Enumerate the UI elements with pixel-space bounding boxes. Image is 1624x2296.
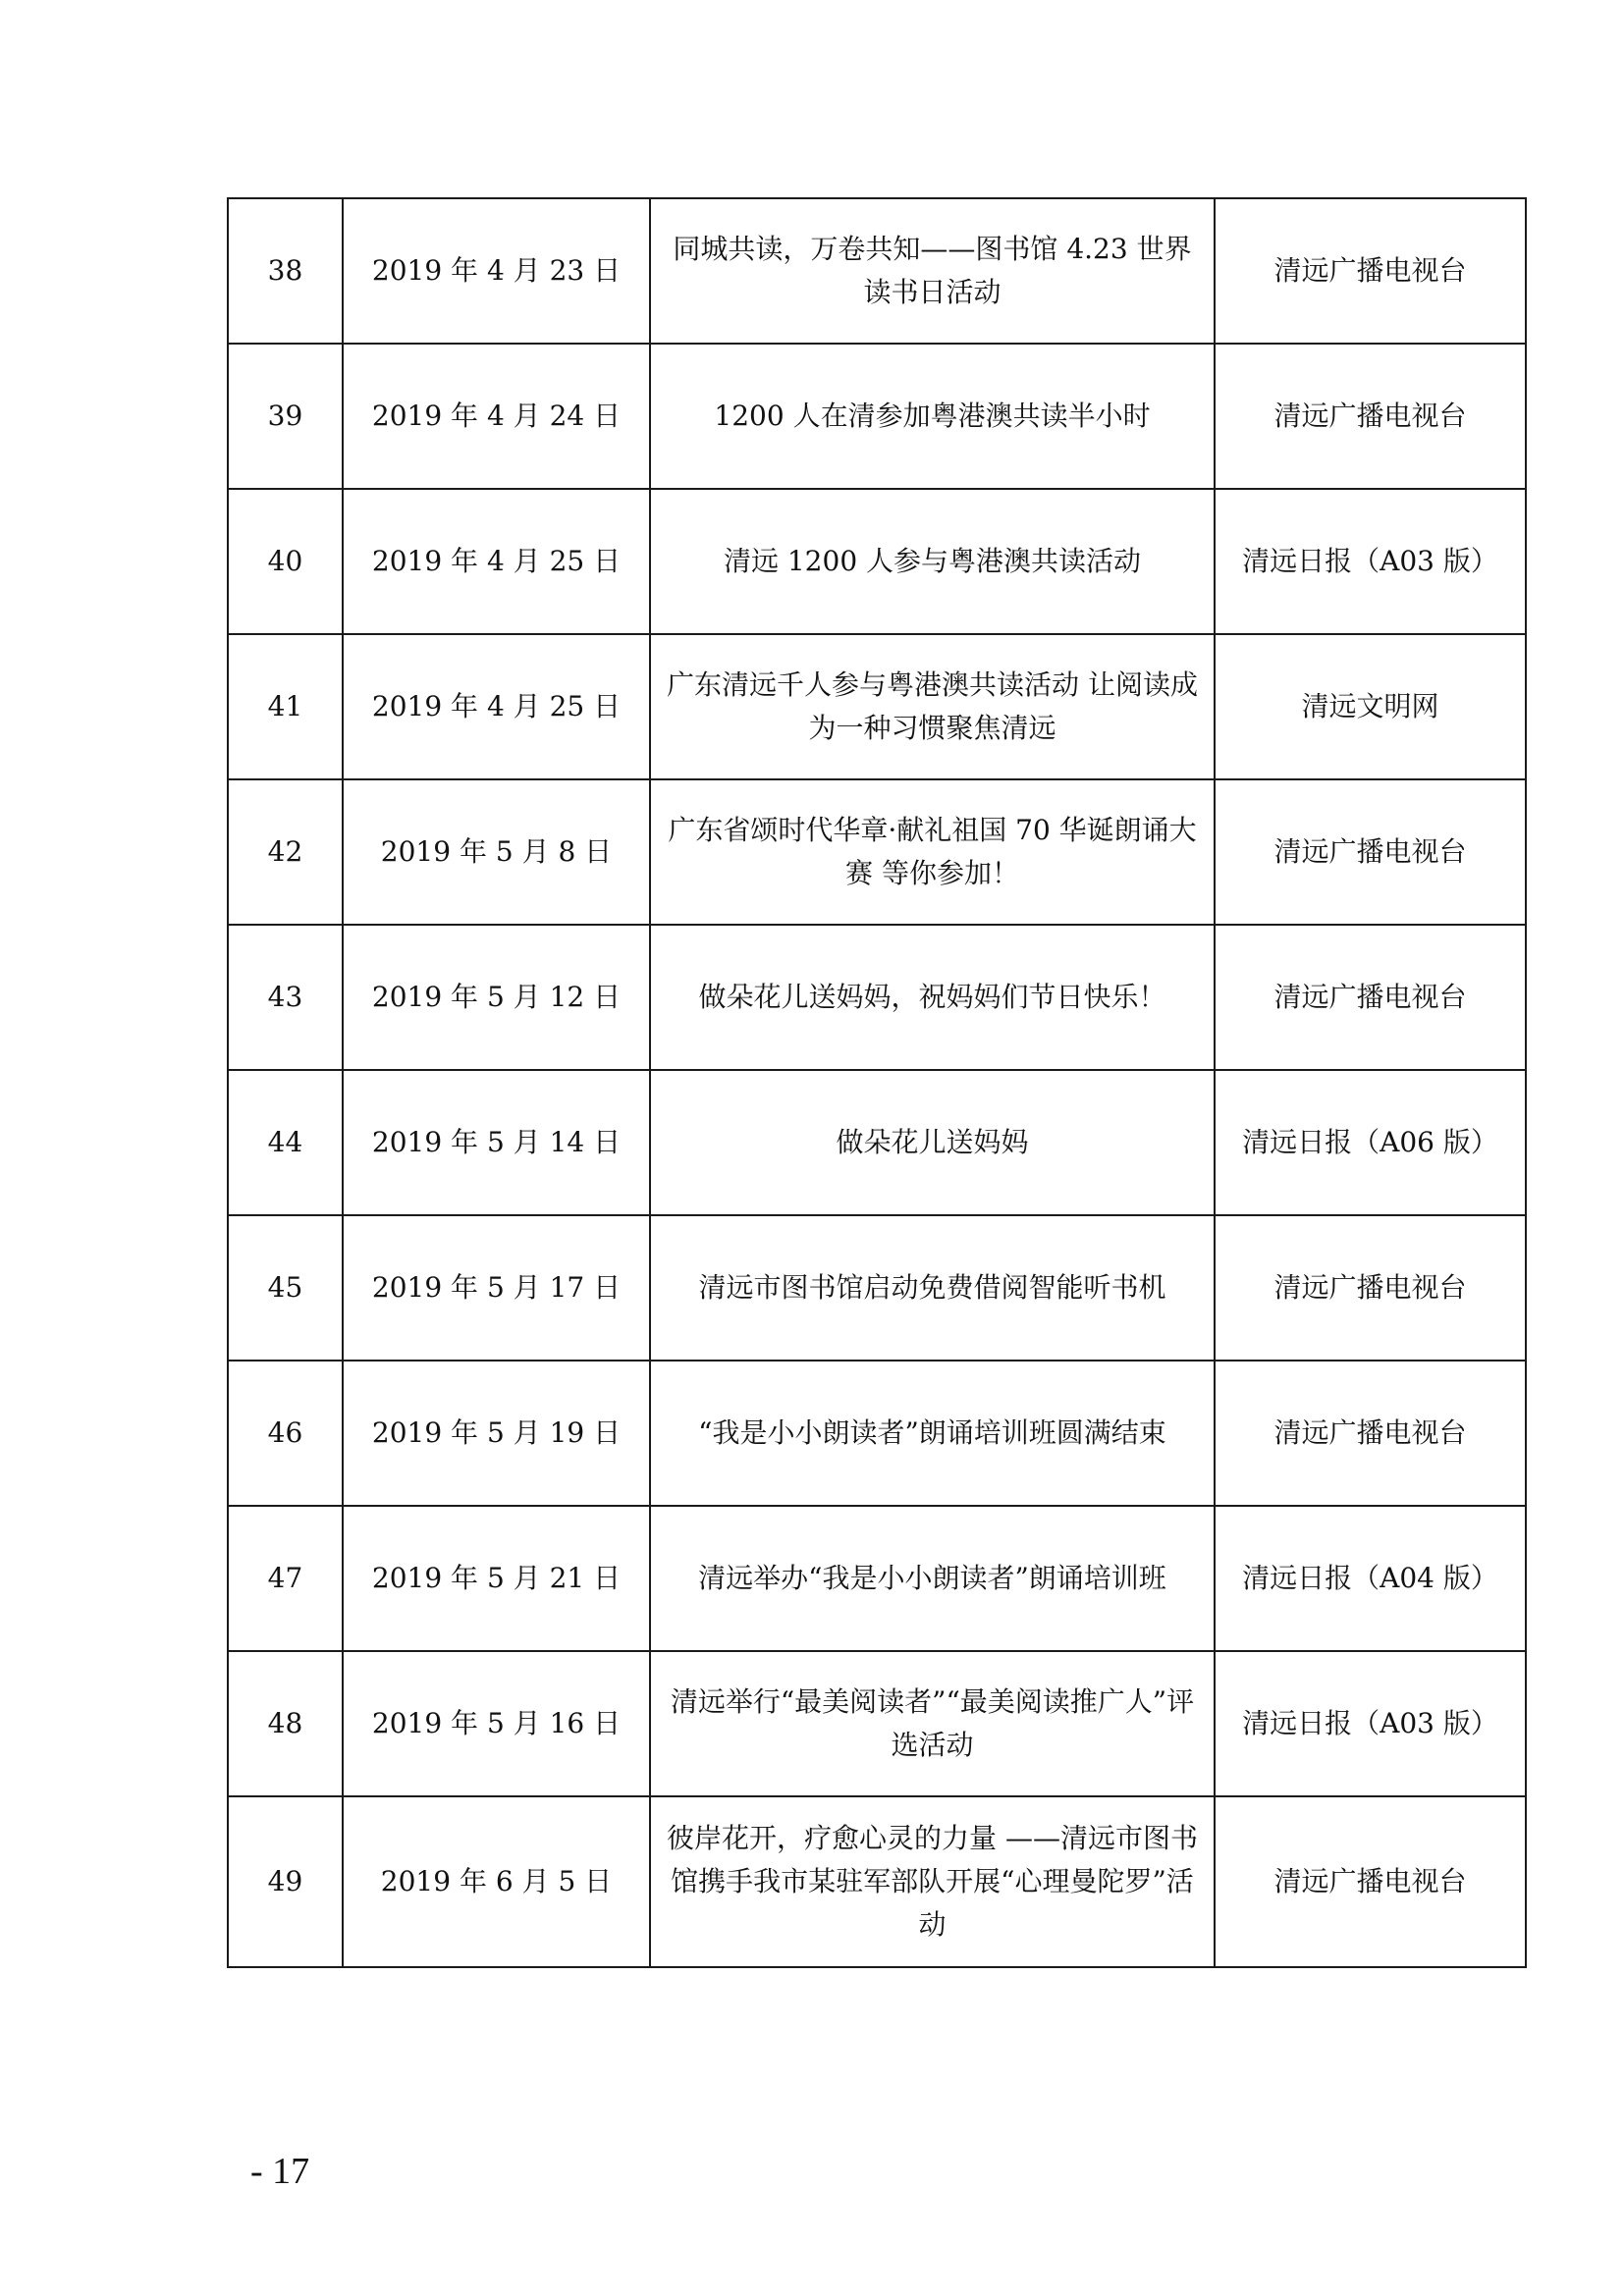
row-source: 清远日报（A06 版）: [1215, 1070, 1526, 1215]
table-row: [228, 1651, 1526, 1796]
row-source: 清远广播电视台: [1215, 198, 1526, 344]
row-title: 同城共读，万卷共知——图书馆 4.23 世界读书日活动: [650, 198, 1215, 344]
row-title: “我是小小朗读者”朗诵培训班圆满结束: [650, 1361, 1215, 1506]
row-number: 42: [228, 779, 343, 925]
row-title: 清远 1200 人参与粤港澳共读活动: [650, 489, 1215, 634]
row-title: 1200 人在清参加粤港澳共读半小时: [650, 344, 1215, 489]
table-row: [228, 779, 1526, 925]
row-source: 清远日报（A03 版）: [1215, 489, 1526, 634]
row-number: 39: [228, 344, 343, 489]
media-report-table: [227, 197, 1527, 1968]
table-row: [228, 198, 1526, 344]
row-number: 46: [228, 1361, 343, 1506]
row-number: 43: [228, 925, 343, 1070]
table-row: [228, 1070, 1526, 1215]
row-number: 38: [228, 198, 343, 344]
row-title: 做朵花儿送妈妈，祝妈妈们节日快乐！: [650, 925, 1215, 1070]
row-source: 清远日报（A04 版）: [1215, 1506, 1526, 1651]
row-title: 做朵花儿送妈妈: [650, 1070, 1215, 1215]
row-source: 清远广播电视台: [1215, 779, 1526, 925]
table-row: [228, 1361, 1526, 1506]
row-source: 清远文明网: [1215, 634, 1526, 779]
row-source: 清远日报（A03 版）: [1215, 1651, 1526, 1796]
row-source: 清远广播电视台: [1215, 1796, 1526, 1967]
row-number: 49: [228, 1796, 343, 1967]
row-date: 2019 年 5 月 16 日: [343, 1651, 650, 1796]
row-number: 40: [228, 489, 343, 634]
table-row: [228, 1506, 1526, 1651]
row-date: 2019 年 5 月 17 日: [343, 1215, 650, 1361]
row-number: 47: [228, 1506, 343, 1651]
row-source: 清远广播电视台: [1215, 1215, 1526, 1361]
table-row: [228, 925, 1526, 1070]
row-title: 清远市图书馆启动免费借阅智能听书机: [650, 1215, 1215, 1361]
row-date: 2019 年 5 月 12 日: [343, 925, 650, 1070]
table-row: [228, 344, 1526, 489]
row-title: 清远举办“我是小小朗读者”朗诵培训班: [650, 1506, 1215, 1651]
row-date: 2019 年 5 月 21 日: [343, 1506, 650, 1651]
row-source: 清远广播电视台: [1215, 1361, 1526, 1506]
row-title: 广东省颂时代华章·献礼祖国 70 华诞朗诵大赛 等你参加！: [650, 779, 1215, 925]
row-date: 2019 年 4 月 25 日: [343, 489, 650, 634]
row-number: 41: [228, 634, 343, 779]
table-row: [228, 1796, 1526, 1967]
row-title: 清远举行“最美阅读者”“最美阅读推广人”评选活动: [650, 1651, 1215, 1796]
table-row: [228, 1215, 1526, 1361]
row-date: 2019 年 4 月 24 日: [343, 344, 650, 489]
page-number: - 17: [250, 2151, 310, 2192]
table-row: [228, 489, 1526, 634]
row-date: 2019 年 4 月 25 日: [343, 634, 650, 779]
row-date: 2019 年 5 月 14 日: [343, 1070, 650, 1215]
row-title: 广东清远千人参与粤港澳共读活动 让阅读成为一种习惯聚焦清远: [650, 634, 1215, 779]
row-date: 2019 年 4 月 23 日: [343, 198, 650, 344]
row-date: 2019 年 5 月 8 日: [343, 779, 650, 925]
row-number: 44: [228, 1070, 343, 1215]
row-source: 清远广播电视台: [1215, 344, 1526, 489]
row-title: 彼岸花开，疗愈心灵的力量 ——清远市图书馆携手我市某驻军部队开展“心理曼陀罗”活动: [650, 1796, 1215, 1967]
row-date: 2019 年 5 月 19 日: [343, 1361, 650, 1506]
row-date: 2019 年 6 月 5 日: [343, 1796, 650, 1967]
row-number: 48: [228, 1651, 343, 1796]
row-source: 清远广播电视台: [1215, 925, 1526, 1070]
row-number: 45: [228, 1215, 343, 1361]
table-row: [228, 634, 1526, 779]
